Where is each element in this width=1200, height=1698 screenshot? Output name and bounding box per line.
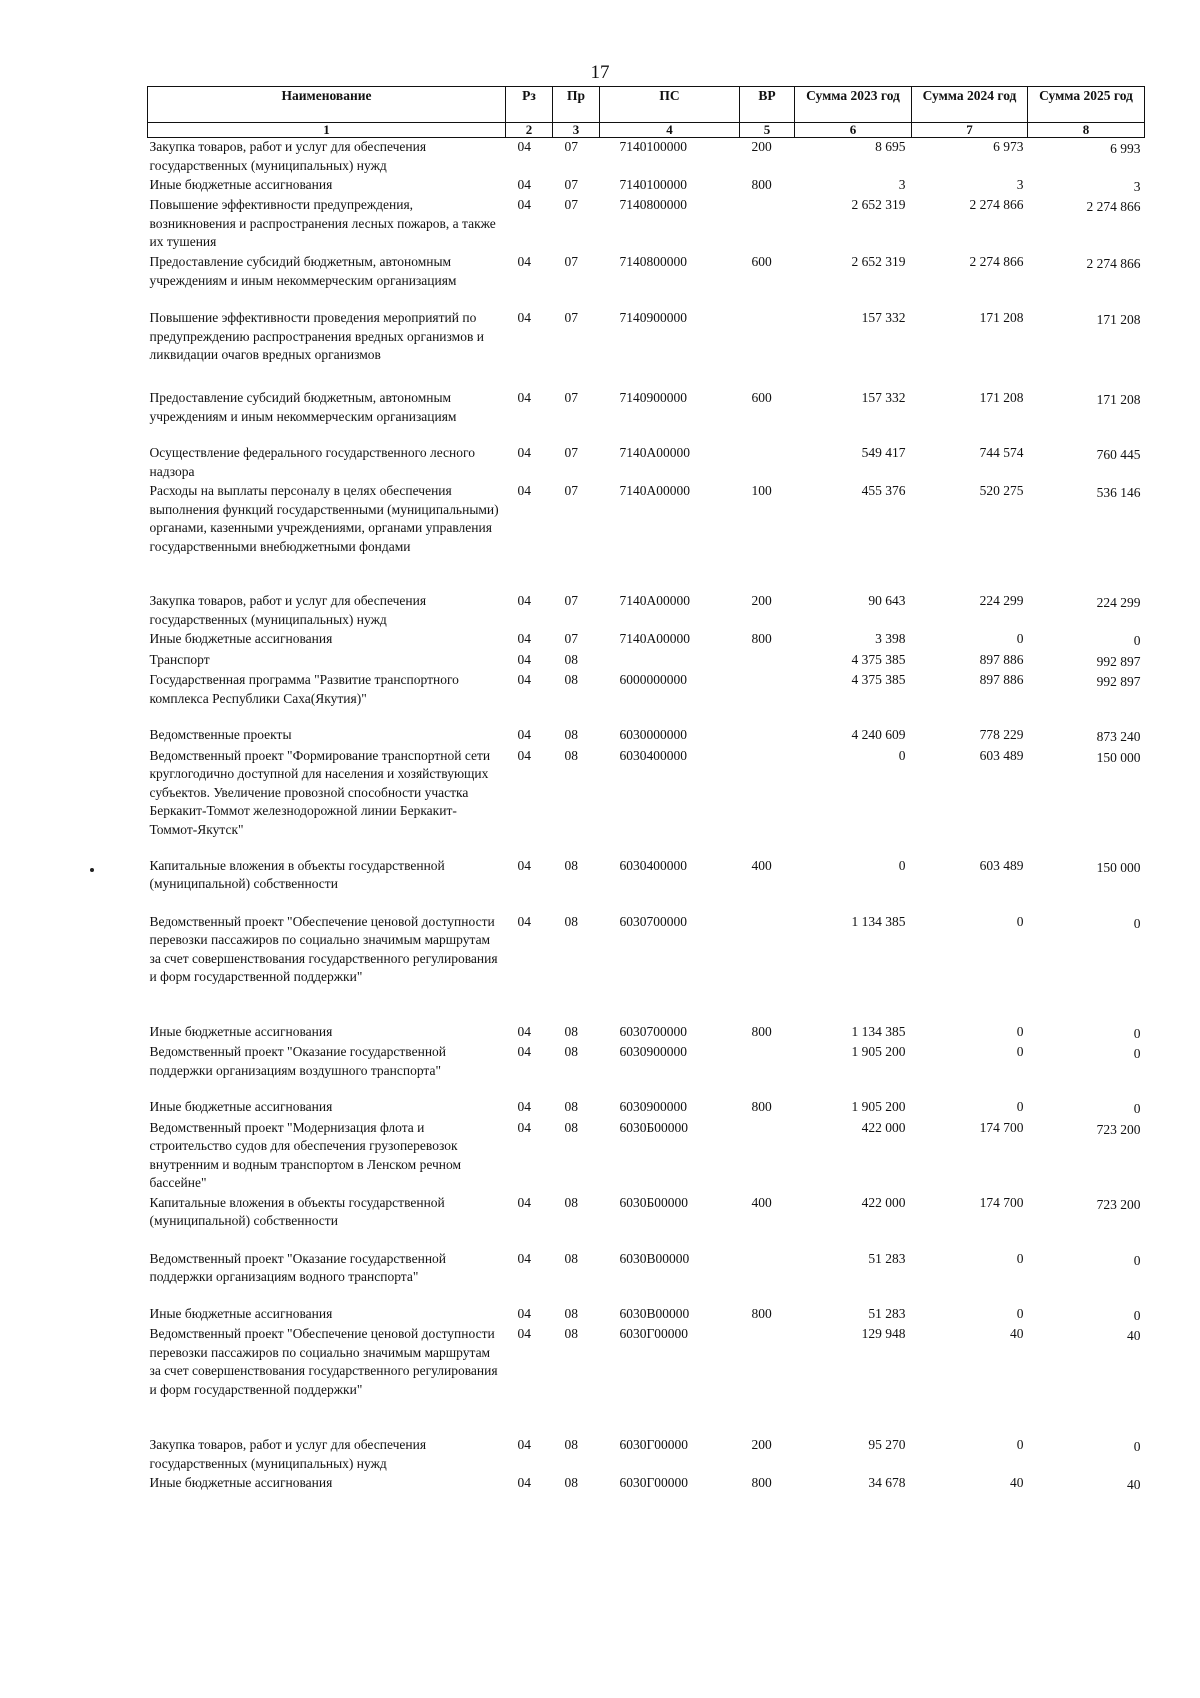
row-rz: 04 xyxy=(517,1099,531,1114)
row-sum-2023: 1 134 385 xyxy=(851,1023,906,1039)
row-sum-2023: 0 xyxy=(898,857,906,873)
row-sum-2025: 2 274 866 xyxy=(1086,256,1141,271)
row-vr xyxy=(740,651,795,672)
table-row xyxy=(148,592,1145,630)
row-sum-2024: 174 700 xyxy=(979,1194,1024,1210)
row-sum-2025: 873 240 xyxy=(1096,729,1141,744)
row-sum-2025: 992 897 xyxy=(1096,674,1141,689)
row-pr: 08 xyxy=(564,1250,578,1266)
row-pr: 08 xyxy=(564,1044,578,1059)
table-row xyxy=(148,1098,1145,1119)
row-sum-2023: 3 xyxy=(898,176,906,192)
row-name: Ведомственный проект "Модернизация флота и строительство судов для обеспечения грузоперевозок внутренним и водным транспортом в Ленском речном бассейне" xyxy=(149,1119,462,1190)
row-ps: 6030700000 xyxy=(619,1023,687,1039)
row-sum-2025: 0 xyxy=(1133,1101,1141,1116)
row-ps: 6030Г00000 xyxy=(619,1326,689,1341)
header-sum-2023: Сумма 2023 год xyxy=(795,87,912,123)
row-sum-2024: 0 xyxy=(1016,1250,1024,1266)
row-sum-2023: 95 270 xyxy=(868,1437,906,1452)
row-sum-2025: 150 000 xyxy=(1096,749,1141,765)
row-ps: 7140100000 xyxy=(619,176,687,192)
row-sum-2025: 992 897 xyxy=(1096,653,1141,669)
row-vr: 800 xyxy=(751,1305,772,1321)
row-sum-2023: 2 652 319 xyxy=(851,197,906,212)
row-pr: 08 xyxy=(564,1099,578,1114)
row-ps: 6030Б00000 xyxy=(619,1119,689,1135)
row-sum-2024: 897 886 xyxy=(979,651,1024,667)
row-sum-2023: 4 375 385 xyxy=(851,672,906,687)
row-sum-2024: 0 xyxy=(1016,1437,1024,1452)
row-sum-2025: 150 000 xyxy=(1096,859,1141,875)
row-vr xyxy=(740,671,795,726)
row-ps: 7140А00000 xyxy=(619,593,690,608)
row-pr: 08 xyxy=(564,1119,578,1135)
row-sum-2023: 1 905 200 xyxy=(851,1044,906,1059)
row-vr: 800 xyxy=(751,176,772,192)
table-row xyxy=(148,389,1145,444)
row-sum-2024: 520 275 xyxy=(979,483,1024,498)
row-ps: 6030400000 xyxy=(619,747,687,763)
row-pr: 07 xyxy=(564,310,578,325)
row-rz: 04 xyxy=(517,390,531,405)
row-sum-2024: 174 700 xyxy=(979,1119,1024,1135)
row-sum-2024: 0 xyxy=(1016,913,1024,929)
row-pr: 07 xyxy=(564,483,578,498)
row-pr: 07 xyxy=(564,445,578,460)
table-row xyxy=(148,444,1145,482)
row-sum-2023: 4 240 609 xyxy=(851,727,906,742)
row-pr: 08 xyxy=(564,857,578,873)
row-vr xyxy=(740,444,795,482)
header-pr: Пр xyxy=(553,87,600,123)
row-pr: 07 xyxy=(564,176,578,192)
row-vr: 600 xyxy=(751,390,772,405)
row-name: Иные бюджетные ассигнования xyxy=(149,1099,333,1114)
row-vr: 200 xyxy=(751,593,772,608)
row-sum-2023: 157 332 xyxy=(861,390,906,405)
row-pr: 08 xyxy=(564,1023,578,1039)
row-sum-2025: 0 xyxy=(1133,1025,1141,1041)
row-rz: 04 xyxy=(517,1326,531,1341)
row-sum-2025: 723 200 xyxy=(1096,1196,1141,1212)
row-name: Ведомственный проект "Обеспечение ценовой доступности перевозки пассажиров по социально значимым маршрутам за счет совершенствования государственного регулирования и форм государственной поддержки" xyxy=(149,913,498,984)
row-sum-2025: 0 xyxy=(1133,1307,1141,1323)
row-sum-2024: 897 886 xyxy=(979,672,1024,687)
row-sum-2025: 0 xyxy=(1133,915,1141,931)
table-row xyxy=(148,630,1145,651)
table-row xyxy=(148,176,1145,197)
row-vr: 200 xyxy=(751,1437,772,1452)
row-pr: 07 xyxy=(564,631,578,646)
row-rz: 04 xyxy=(517,1250,531,1266)
row-pr: 08 xyxy=(564,1305,578,1321)
header-row xyxy=(148,87,1145,123)
row-sum-2023: 90 643 xyxy=(868,593,906,608)
row-vr xyxy=(740,1119,795,1194)
row-vr xyxy=(740,196,795,253)
row-pr: 08 xyxy=(564,672,578,687)
row-sum-2025: 6 993 xyxy=(1110,141,1141,156)
row-sum-2025: 40 xyxy=(1127,1328,1141,1343)
table-row xyxy=(148,482,1145,592)
header-ps: ПС xyxy=(600,87,740,123)
header-number-row xyxy=(148,123,1145,138)
row-name: Транспорт xyxy=(149,651,210,667)
row-name: Ведомственные проекты xyxy=(149,727,292,742)
row-pr: 07 xyxy=(564,390,578,405)
row-ps: 7140800000 xyxy=(619,254,687,269)
row-sum-2024: 778 229 xyxy=(979,727,1024,742)
table-row xyxy=(148,253,1145,309)
row-name: Иные бюджетные ассигнования xyxy=(149,1023,333,1039)
row-sum-2025: 0 xyxy=(1133,1439,1141,1454)
column-number: 4 xyxy=(600,123,740,138)
row-rz: 04 xyxy=(517,1194,531,1210)
table-row xyxy=(148,671,1145,726)
table-row xyxy=(148,857,1145,913)
row-sum-2023: 422 000 xyxy=(861,1119,906,1135)
row-ps: 7140А00000 xyxy=(619,445,690,460)
row-rz: 04 xyxy=(517,913,531,929)
header-rz: Рз xyxy=(506,87,553,123)
row-pr: 07 xyxy=(564,593,578,608)
row-ps xyxy=(600,651,740,672)
row-vr xyxy=(740,913,795,1023)
row-rz: 04 xyxy=(517,727,531,742)
row-vr: 800 xyxy=(751,1023,772,1039)
row-pr: 08 xyxy=(564,1194,578,1210)
row-vr: 800 xyxy=(751,631,772,646)
row-rz: 04 xyxy=(517,176,531,192)
row-sum-2024: 744 574 xyxy=(979,445,1024,460)
row-sum-2023: 422 000 xyxy=(861,1194,906,1210)
header-sum-2024: Сумма 2024 год xyxy=(912,87,1028,123)
row-pr: 07 xyxy=(564,254,578,269)
row-sum-2024: 6 973 xyxy=(993,139,1024,154)
scan-speck xyxy=(90,868,94,872)
row-sum-2023: 3 398 xyxy=(875,631,906,646)
row-sum-2025: 224 299 xyxy=(1096,595,1141,610)
row-sum-2023: 8 695 xyxy=(875,139,906,154)
row-sum-2025: 0 xyxy=(1133,1252,1141,1268)
row-name: Закупка товаров, работ и услуг для обеспечения государственных (муниципальных) нужд xyxy=(149,139,427,173)
row-ps: 7140100000 xyxy=(619,139,687,154)
row-sum-2025: 723 200 xyxy=(1096,1121,1141,1137)
row-pr: 08 xyxy=(564,1326,578,1341)
row-sum-2023: 51 283 xyxy=(868,1250,906,1266)
row-vr xyxy=(740,1043,795,1098)
row-sum-2024: 0 xyxy=(1016,1305,1024,1321)
row-vr: 200 xyxy=(751,139,772,154)
row-sum-2025: 760 445 xyxy=(1096,447,1141,462)
row-name: Ведомственный проект "Оказание государственной поддержки организациям воздушного транспорта" xyxy=(149,1044,447,1078)
row-name: Повышение эффективности проведения мероприятий по предупреждению распространения вредных организмов и ликвидации очагов вредных организмов xyxy=(149,310,484,362)
table-row xyxy=(148,1043,1145,1098)
row-pr: 08 xyxy=(564,727,578,742)
row-vr xyxy=(740,1325,795,1436)
row-ps: 6030В00000 xyxy=(619,1305,690,1321)
row-name: Капитальные вложения в объекты государственной (муниципальной) собственности xyxy=(149,857,445,891)
table-row xyxy=(148,651,1145,672)
row-name: Капитальные вложения в объекты государственной (муниципальной) собственности xyxy=(149,1194,445,1228)
header-name: Наименование xyxy=(148,87,506,123)
row-ps: 6030700000 xyxy=(619,913,687,929)
row-vr: 800 xyxy=(751,1099,772,1114)
row-sum-2025: 171 208 xyxy=(1096,312,1141,327)
row-sum-2024: 171 208 xyxy=(979,390,1024,405)
table-row xyxy=(148,1325,1145,1436)
row-sum-2024: 603 489 xyxy=(979,747,1024,763)
row-rz: 04 xyxy=(517,1119,531,1135)
row-sum-2024: 0 xyxy=(1016,1099,1024,1114)
row-rz: 04 xyxy=(517,631,531,646)
row-rz: 04 xyxy=(517,445,531,460)
row-sum-2024: 40 xyxy=(1010,1475,1024,1490)
row-ps: 7140800000 xyxy=(619,197,687,212)
row-sum-2025: 2 274 866 xyxy=(1086,199,1141,214)
row-ps: 6030Г00000 xyxy=(619,1475,689,1490)
row-sum-2023: 157 332 xyxy=(861,310,906,325)
row-sum-2024: 603 489 xyxy=(979,857,1024,873)
row-sum-2024: 2 274 866 xyxy=(969,197,1024,212)
row-ps: 7140А00000 xyxy=(619,483,690,498)
header-sum-2025: Сумма 2025 год xyxy=(1028,87,1145,123)
column-number: 3 xyxy=(553,123,600,138)
row-sum-2025: 0 xyxy=(1133,633,1141,648)
row-sum-2024: 0 xyxy=(1016,1023,1024,1039)
row-rz: 04 xyxy=(517,1475,531,1490)
row-sum-2023: 34 678 xyxy=(868,1475,906,1490)
row-vr: 100 xyxy=(751,483,772,498)
row-ps: 7140А00000 xyxy=(619,631,690,646)
row-pr: 08 xyxy=(564,651,578,667)
row-rz: 04 xyxy=(517,1437,531,1452)
row-vr xyxy=(740,747,795,857)
row-vr xyxy=(740,726,795,747)
row-sum-2023: 2 652 319 xyxy=(851,254,906,269)
row-name: Предоставление субсидий бюджетным, автономным учреждениям и иным некоммерческим организациям xyxy=(149,254,457,288)
row-name: Предоставление субсидий бюджетным, автономным учреждениям и иным некоммерческим организациям xyxy=(149,390,457,424)
row-sum-2025: 3 xyxy=(1133,178,1141,194)
row-ps: 7140900000 xyxy=(619,390,687,405)
row-pr: 08 xyxy=(564,1475,578,1490)
row-pr: 07 xyxy=(564,197,578,212)
column-number: 7 xyxy=(912,123,1028,138)
row-pr: 08 xyxy=(564,747,578,763)
table-row xyxy=(148,1474,1145,1495)
row-sum-2023: 129 948 xyxy=(861,1326,906,1341)
row-ps: 6030Г00000 xyxy=(619,1437,689,1452)
row-vr: 400 xyxy=(751,857,772,873)
row-rz: 04 xyxy=(517,310,531,325)
row-rz: 04 xyxy=(517,1305,531,1321)
page-number: 17 xyxy=(590,62,610,83)
row-name: Осуществление федерального государственного лесного надзора xyxy=(149,445,475,479)
row-vr: 600 xyxy=(751,254,772,269)
row-sum-2023: 51 283 xyxy=(868,1305,906,1321)
row-rz: 04 xyxy=(517,651,531,667)
row-ps: 6030Б00000 xyxy=(619,1194,689,1210)
row-sum-2023: 0 xyxy=(898,747,906,763)
row-rz: 04 xyxy=(517,1044,531,1059)
row-ps: 7140900000 xyxy=(619,310,687,325)
table-row xyxy=(148,913,1145,1023)
column-number: 6 xyxy=(795,123,912,138)
row-rz: 04 xyxy=(517,139,531,154)
table-row xyxy=(148,1250,1145,1305)
column-number: 8 xyxy=(1028,123,1145,138)
row-pr: 08 xyxy=(564,1437,578,1452)
row-vr: 400 xyxy=(751,1194,772,1210)
row-ps: 6030900000 xyxy=(619,1099,687,1114)
row-ps: 6030В00000 xyxy=(619,1250,690,1266)
table-row xyxy=(148,1436,1145,1474)
row-name: Закупка товаров, работ и услуг для обеспечения государственных (муниципальных) нужд xyxy=(149,593,427,627)
row-rz: 04 xyxy=(517,593,531,608)
row-sum-2024: 40 xyxy=(1010,1326,1024,1341)
row-name: Закупка товаров, работ и услуг для обеспечения государственных (муниципальных) нужд xyxy=(149,1437,427,1471)
row-pr: 08 xyxy=(564,913,578,929)
row-name: Иные бюджетные ассигнования xyxy=(149,176,333,192)
row-name: Ведомственный проект "Оказание государственной поддержки организациям водного транспорта" xyxy=(149,1250,447,1284)
row-sum-2023: 4 375 385 xyxy=(851,651,906,667)
table-row xyxy=(148,138,1145,176)
row-rz: 04 xyxy=(517,747,531,763)
row-ps: 6030000000 xyxy=(619,727,687,742)
row-name: Повышение эффективности предупреждения, возникновения и распространения лесных пожаров, а также их тушения xyxy=(149,197,496,249)
budget-table xyxy=(147,86,1145,1495)
table-row xyxy=(148,1305,1145,1326)
table-row xyxy=(148,726,1145,747)
row-sum-2024: 171 208 xyxy=(979,310,1024,325)
row-sum-2023: 455 376 xyxy=(861,483,906,498)
column-number: 2 xyxy=(506,123,553,138)
row-name: Иные бюджетные ассигнования xyxy=(149,1475,333,1490)
row-rz: 04 xyxy=(517,1023,531,1039)
header-vr: ВР xyxy=(740,87,795,123)
table-row xyxy=(148,196,1145,253)
row-ps: 6030900000 xyxy=(619,1044,687,1059)
row-rz: 04 xyxy=(517,857,531,873)
row-name: Иные бюджетные ассигнования xyxy=(149,631,333,646)
row-rz: 04 xyxy=(517,197,531,212)
row-sum-2025: 0 xyxy=(1133,1046,1141,1061)
row-rz: 04 xyxy=(517,672,531,687)
row-sum-2024: 0 xyxy=(1016,631,1024,646)
row-sum-2024: 3 xyxy=(1016,176,1024,192)
row-sum-2024: 0 xyxy=(1016,1044,1024,1059)
row-name: Расходы на выплаты персоналу в целях обеспечения выполнения функций государственными (муниципальными) органами, казенными учреждениями, органами управления государственными внебюджетными фондами xyxy=(149,483,499,554)
row-vr: 800 xyxy=(751,1475,772,1490)
row-name: Ведомственный проект "Обеспечение ценовой доступности перевозки пассажиров по социально значимым маршрутам за счет совершенствования государственного регулирования и форм государственной поддержки" xyxy=(149,1326,498,1397)
row-name: Ведомственный проект "Формирование транспортной сети круглогодично доступной для населения и хозяйствующих субъектов. Увеличение провозной способности участка Беркакит-Томмот железнодорожной линии Беркакит-Томмот-Якутск" xyxy=(149,747,491,837)
row-sum-2025: 536 146 xyxy=(1096,485,1141,500)
row-pr: 07 xyxy=(564,139,578,154)
column-number: 5 xyxy=(740,123,795,138)
row-ps: 6030400000 xyxy=(619,857,687,873)
row-name: Иные бюджетные ассигнования xyxy=(149,1305,333,1321)
row-sum-2024: 224 299 xyxy=(979,593,1024,608)
row-sum-2023: 1 134 385 xyxy=(851,913,906,929)
row-sum-2025: 171 208 xyxy=(1096,392,1141,407)
row-rz: 04 xyxy=(517,254,531,269)
row-sum-2023: 549 417 xyxy=(861,445,906,460)
column-number: 1 xyxy=(148,123,506,138)
row-sum-2025: 40 xyxy=(1127,1477,1141,1492)
table-row xyxy=(148,1023,1145,1044)
table-row xyxy=(148,747,1145,857)
row-vr xyxy=(740,1250,795,1305)
row-ps: 6000000000 xyxy=(619,672,687,687)
table-row xyxy=(148,309,1145,389)
row-rz: 04 xyxy=(517,483,531,498)
table-row xyxy=(148,1119,1145,1194)
row-vr xyxy=(740,309,795,389)
table-row xyxy=(148,1194,1145,1250)
row-sum-2023: 1 905 200 xyxy=(851,1099,906,1114)
row-name: Государственная программа "Развитие транспортного комплекса Республики Саха(Якутия)" xyxy=(149,672,459,706)
row-sum-2024: 2 274 866 xyxy=(969,254,1024,269)
